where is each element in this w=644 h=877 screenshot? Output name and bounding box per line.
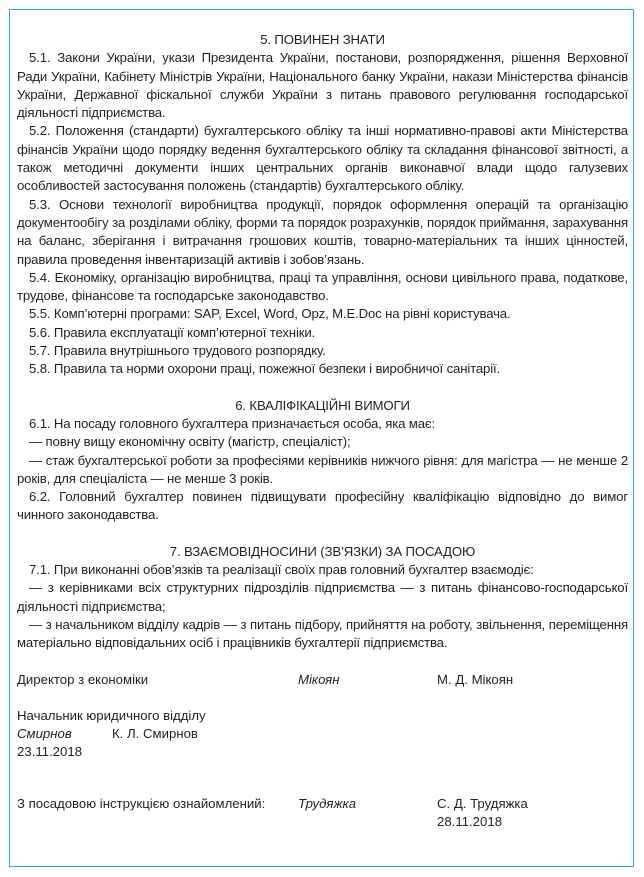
legal-name: К. Л. Смирнов	[112, 726, 198, 741]
legal-signature: Смирнов	[17, 726, 72, 741]
section-7-item: — з керівниками всіх структурних підрозділів підприємства — з питань фінансово-господарської діяльності підприємства;	[17, 580, 628, 614]
legal-title: Начальник юридичного відділу	[17, 708, 206, 723]
director-name: М. Д. Мікоян	[437, 672, 514, 687]
section-5-item: 5.3. Основи технології виробництва продукції, порядок оформлення операцій та організацію документообігу за розділами обліку, форми та порядок розрахунків, порядок приймання, зарахування на баланс, зберігання і витрачання грошових коштів, товарно-матеріальних та інших цінностей, правила проведення інвентаризацій активів і зобов’язань.	[17, 196, 628, 267]
section-7-heading: 7. ВЗАЄМОВІДНОСИНИ (ЗВ’ЯЗКИ) ЗА ПОСАДОЮ	[169, 543, 476, 559]
section-6-item: 6.2. Головний бухгалтер повинен підвищувати професійну кваліфікацію відповідно до вимог чинного законодавства.	[17, 489, 628, 523]
section-5-item: 5.2. Положення (стандарти) бухгалтерського обліку та інші нормативно-правові акти Міністерства фінансів України щодо порядку ведення бухгалтерського обліку та складання фінансової звітності, а також методичні документи інших центральних органів виконавчої влади щодо галузевих особливостей застосування положень (стандартів) бухгалтерського обліку.	[17, 123, 628, 194]
section-5-item: 5.7. Правила внутрішнього трудового розпорядку.	[29, 343, 326, 359]
acknowledged-signature: Трудяжка	[298, 796, 357, 811]
acknowledged-date: 28.11.2018	[437, 814, 503, 829]
section-5-heading: 5. ПОВИНЕН ЗНАТИ	[260, 32, 385, 47]
section-5-item: 5.6. Правила експлуатації комп’ютерної техніки.	[29, 324, 316, 340]
section-6-item: — повну вищу економічну освіту (магістр, спеціаліст);	[29, 434, 351, 450]
section-5-item: 5.5. Комп’ютерні програми: SAP, Excel, Word, Opz, M.E.Doc на рівні користувача.	[29, 306, 511, 322]
section-5-item: 5.4. Економіку, організацію виробництва, праці та управління, основи цивільного права, податкове, трудове, фінансове та господарське законодавство.	[17, 269, 628, 304]
section-6-item: 6.1. На посаду головного бухгалтера призначається особа, яка має:	[29, 415, 436, 431]
director-signature: Мікоян	[298, 672, 340, 687]
acknowledged-title: З посадовою інструкцією ознайомлений:	[17, 796, 266, 811]
legal-date: 23.11.2018	[17, 744, 83, 759]
document-body	[17, 31, 628, 653]
section-5-item: 5.8. Правила та норми охорони праці, пожежної безпеки і виробничої санітарії.	[29, 361, 501, 377]
section-6-item: — стаж бухгалтерської роботи за професіями керівників нижчого рівня: для магістра — не менше 2 років, для спеціаліста — не менше 3 років.	[17, 452, 628, 486]
section-7-item: — з начальником відділу кадрів — з питань підбору, прийняття на роботу, звільнення, переміщення матеріально відповідальних осіб і працівників бухгалтерії підприємства.	[17, 616, 628, 651]
section-6-heading: 6. КВАЛІФІКАЦІЙНІ ВИМОГИ	[235, 397, 410, 413]
section-5-item: 5.1. Закони України, укази Президента України, постанови, розпорядження, рішення Верховної Ради України, Кабінету Міністрів України, Національного банку України, накази Міністерства фінансів України, Державної фіскальної служби України з питань правового регулювання господарської діяльності підприємства.	[17, 50, 628, 121]
section-7-item: 7.1. При виконанні обов’язків та реалізації своїх прав головний бухгалтер взаємодіє:	[29, 562, 534, 578]
director-title: Директор з економіки	[17, 672, 149, 687]
acknowledged-name: С. Д. Трудяжка	[437, 796, 528, 811]
